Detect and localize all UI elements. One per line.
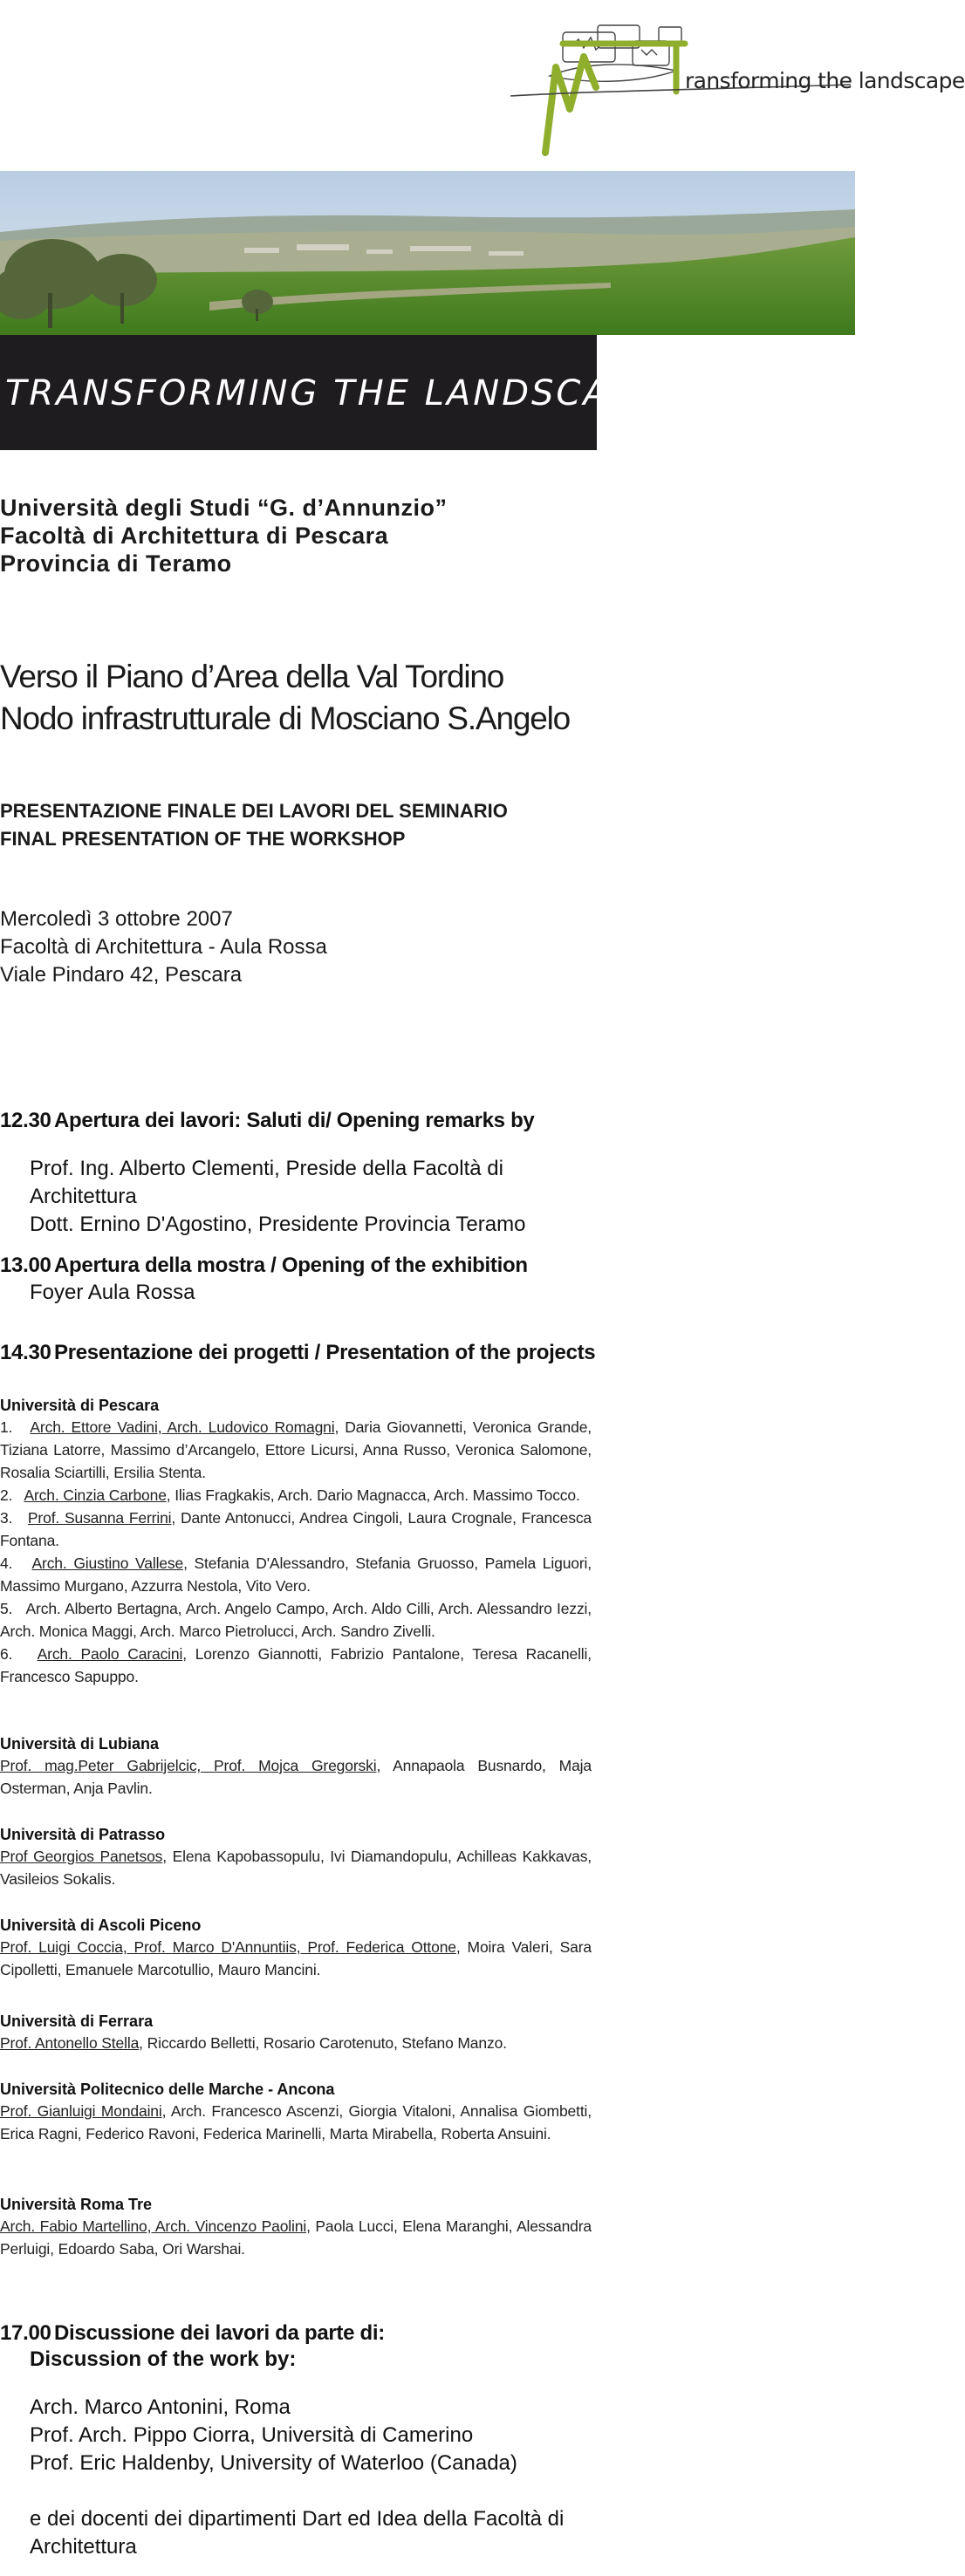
program-item-opening-remarks [0,1108,611,1239]
program-line: Prof. Ing. Alberto Clementi, Preside della Facoltà di Architettura [30,1157,503,1208]
project-group: 6. Arch. Paolo Caracini, Lorenzo Giannotti, Fabrizio Pantalone, Teresa Racanelli, Francesco Sapuppo. [0,1645,592,1685]
program-subtitle: Discussion of the work by: [30,2347,297,2371]
program-time: 14.30 [0,1341,51,1364]
page-title: TRANSFORMING THE LANDSCAPE [5,373,659,413]
university-pescara [0,1396,592,1688]
program-time: 12.30 [0,1109,51,1132]
university-ancona [0,2080,592,2145]
program-line: Prof. Arch. Pippo Ciorra, Università di Camerino [30,2423,474,2447]
program-item-exhibition [0,1253,611,1307]
program-item-projects [0,1340,611,1366]
program-line: Architettura [30,2535,137,2559]
program-line: Arch. Marco Antonini, Roma [30,2395,291,2419]
program-title: Discussione dei lavori da parte di: [54,2321,385,2345]
project-group: 2. Arch. Cinzia Carbone, Ilias Fragkakis, Arch. Dario Magnacca, Arch. Massimo Tocco. [0,1486,580,1504]
program-item-discussion [0,2320,611,2561]
program-heading [0,1253,611,1279]
university-name: Università Politecnico delle Marche - Ancona [0,2081,335,2098]
university-name: Università Roma Tre [0,2196,153,2213]
university-members: Prof. Gianluigi Mondaini, Arch. Francesco Ascenzi, Giorgia Vitaloni, Annalisa Giombetti, Erica Ragni, Federico Ravoni, Federica Marinelli, Marta Mirabella, Roberta Ansuini. [0,2102,592,2142]
presentation-line: PRESENTAZIONE FINALE DEI LAVORI DEL SEMINARIO [0,800,508,822]
presentation-line: FINAL PRESENTATION OF THE WORKSHOP [0,828,406,850]
program-line: e dei docenti dei dipartimenti Dart ed Idea della Facoltà di [30,2507,565,2531]
program-line: Foyer Aula Rossa [30,1281,195,1304]
institution-line: Università degli Studi “G. d’Annunzio” [0,495,448,521]
project-group: 1. Arch. Ettore Vadini, Arch. Ludovico Romagni, Daria Giovannetti, Veronica Grande, Tiziana Latorre, Massimo d’Arcangelo, Ettore Licursi, Anna Russo, Veronica Salomone, Rosalia Sciartilli, Ersilia Stenta. [0,1418,592,1481]
university-members: Prof Georgios Panetsos, Elena Kapobassopulu, Ivi Diamandopulu, Achilleas Kakkavas, Vasileios Sokalis. [0,1848,592,1888]
university-roma-tre [0,2195,592,2260]
program-title: Presentazione dei progetti / Presentation of the projects [54,1341,596,1364]
project-group: 4. Arch. Giustino Vallese, Stefania D'Alessandro, Stefania Gruosso, Pamela Liguori, Massimo Murgano, Azzurra Nestola, Vito Vero. [0,1554,592,1595]
heading-line: Verso il Piano d’Area della Val Tordino [0,659,504,694]
university-ferrara [0,2012,592,2054]
program-time: 13.00 [0,1254,51,1277]
program-heading [0,1340,611,1366]
heading-line: Nodo infrastrutturale di Mosciano S.Angelo [0,700,570,736]
university-members: Prof. Luigi Coccia, Prof. Marco D'Annuntiis, Prof. Federica Ottone, Moira Valeri, Sara Cipolletti, Emanuele Marcotullio, Mauro Mancini. [0,1938,592,1978]
program-line: Dott. Ernino D'Agostino, Presidente Provincia Teramo [30,1213,526,1236]
institution-line: Provincia di Teramo [0,550,232,577]
university-members: Prof. Antonello Stella, Riccardo Belletti, Rosario Carotenuto, Stefano Manzo. [0,2034,507,2052]
institutions-block [0,494,602,577]
program-title: Apertura della mostra / Opening of the exhibition [54,1254,528,1277]
program-time: 17.00 [0,2321,51,2345]
main-heading [0,656,602,740]
project-group: 5. Arch. Alberto Bertagna, Arch. Angelo Campo, Arch. Aldo Cilli, Arch. Alessandro Iezzi, Arch. Monica Maggi, Arch. Marco Pietrolucci, Arch. Sandro Zivelli. [0,1600,592,1640]
university-members: Arch. Fabio Martellino, Arch. Vincenzo Paolini, Paola Lucci, Elena Maranghi, Alessandra Perluigi, Edoardo Saba, Ori Warshai. [0,2217,592,2258]
logo-text: ransforming the landscape [685,68,965,93]
university-name: Università di Ascoli Piceno [0,1917,202,1934]
university-ascoli-piceno [0,1916,592,1981]
university-name: Università di Pescara [0,1397,160,1414]
event-venue: Facoltà di Architettura - Aula Rossa [0,935,327,959]
event-date: Mercoledì 3 ottobre 2007 [0,907,233,931]
university-patrasso [0,1825,592,1890]
landscape-banner-image [0,171,855,335]
institution-line: Facoltà di Architettura di Pescara [0,523,389,549]
program-line: Prof. Eric Haldenby, University of Waterloo (Canada) [30,2451,517,2475]
event-info [0,905,602,989]
event-address: Viale Pindaro 42, Pescara [0,963,243,987]
university-name: Università di Ferrara [0,2012,154,2030]
university-name: Università di Patrasso [0,1826,166,1843]
university-lubiana [0,1734,592,1800]
university-name: Università di Lubiana [0,1735,160,1753]
program-title: Apertura dei lavori: Saluti di/ Opening remarks by [54,1109,535,1132]
university-members: Prof. mag.Peter Gabrijelcic, Prof. Mojca Gregorski, Annapaola Busnardo, Maja Osterman, Anja Pavlin. [0,1757,592,1797]
program-heading [0,2320,611,2347]
presentation-block [0,797,602,853]
workshop-logo [510,22,851,170]
project-group: 3. Prof. Susanna Ferrini, Dante Antonucci, Andrea Cingoli, Laura Crognale, Francesca Fontana. [0,1509,592,1549]
program-heading [0,1108,611,1134]
